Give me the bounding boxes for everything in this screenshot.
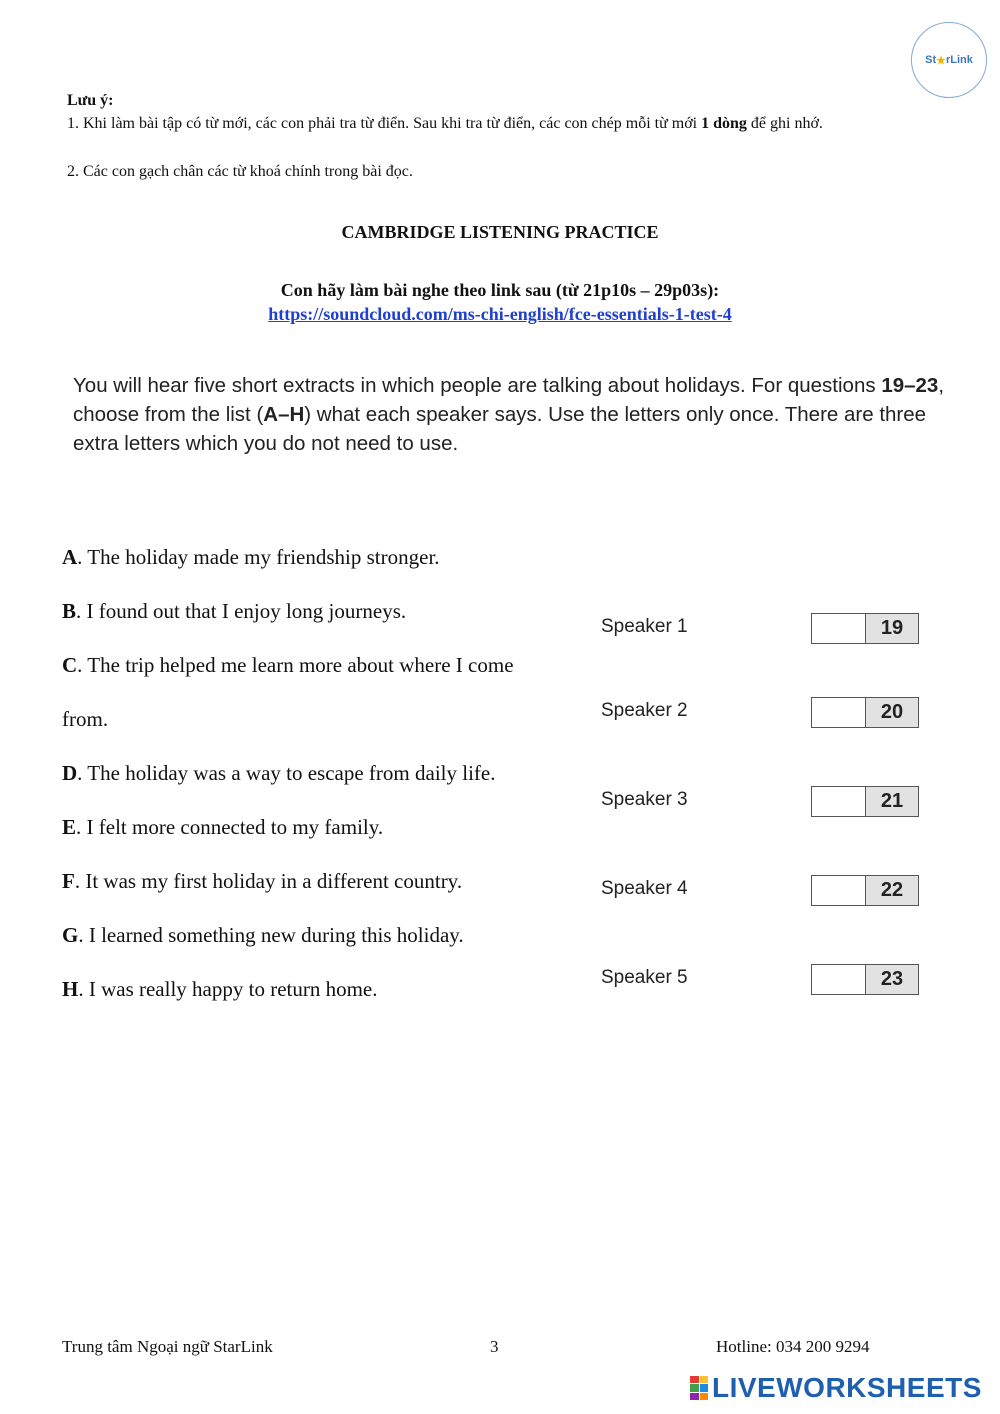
option-letter: A (62, 545, 78, 569)
listening-instruction: Con hãy làm bài nghe theo link sau (từ 21p10s – 29p03s): (280, 280, 720, 300)
speaker-1-label: Speaker 1 (601, 616, 688, 637)
note-line-1-bold: 1 dòng (701, 115, 747, 132)
speaker-2-label: Speaker 2 (601, 700, 688, 721)
option-item (62, 584, 542, 638)
question-range: 19–23 (881, 374, 939, 397)
question-number: 21 (866, 787, 918, 816)
answer-box-19 (811, 613, 919, 644)
option-item (62, 908, 542, 962)
note-line-1-end: để ghi nhớ. (746, 115, 823, 132)
option-item (62, 800, 542, 854)
starlink-logo (911, 22, 987, 98)
note-line-2: 2. Các con gạch chân các từ khoá chính trong bài đọc. (67, 163, 413, 180)
option-letter: H (62, 977, 79, 1001)
letter-range: A–H (263, 403, 305, 426)
speaker-3-label: Speaker 3 (601, 789, 688, 810)
option-item (62, 854, 542, 908)
task-instructions (73, 371, 953, 458)
question-number: 23 (866, 965, 918, 994)
note-line-1-text: 1. Khi làm bài tập có từ mới, các con phải tra từ điển. Sau khi tra từ điển, các con chép mỗi từ mới (67, 115, 702, 132)
answer-box-22 (811, 875, 919, 906)
option-letter: C (62, 653, 78, 677)
instructions-part-2: , choose from the list ( (73, 374, 945, 426)
option-letter: G (62, 923, 79, 947)
speaker-5-label: Speaker 5 (601, 967, 688, 988)
note-line-1 (67, 112, 887, 135)
instructions-part-1: You will hear five short extracts in which people are talking about holidays. For questions (73, 374, 882, 397)
answer-box-23 (811, 964, 919, 995)
star-icon: ★ (936, 54, 946, 67)
option-text: . The holiday made my friendship stronger. (77, 545, 440, 569)
footer-hotline: Hotline: 034 200 9294 (716, 1337, 870, 1356)
answer-input[interactable] (812, 614, 866, 643)
option-text: . I felt more connected to my family. (76, 815, 384, 839)
option-text: . The trip helped me learn more about where I come from. (62, 653, 514, 731)
logo-text-end: rLink (945, 54, 973, 66)
note-title: Lưu ý: (67, 92, 114, 109)
option-item (62, 530, 542, 584)
option-letter: E (62, 815, 77, 839)
option-text: . I learned something new during this holiday. (78, 923, 464, 947)
footer-center-name: Trung tâm Ngoại ngữ StarLink (62, 1337, 273, 1356)
question-number: 20 (866, 698, 918, 727)
liveworksheets-brand (690, 1372, 982, 1404)
option-text: . The holiday was a way to escape from daily life. (77, 761, 496, 785)
answer-box-20 (811, 697, 919, 728)
option-text: . I found out that I enjoy long journeys. (76, 599, 407, 623)
option-item (62, 962, 542, 1016)
section-title: CAMBRIDGE LISTENING PRACTICE (341, 222, 659, 242)
answer-box-21 (811, 786, 919, 817)
logo-text-start: St (925, 54, 937, 66)
liveworksheets-icon (690, 1376, 708, 1400)
option-item (62, 638, 542, 746)
option-letter: B (62, 599, 77, 623)
answer-input[interactable] (812, 965, 866, 994)
answer-input[interactable] (812, 787, 866, 816)
question-number: 19 (866, 614, 918, 643)
answer-input[interactable] (812, 698, 866, 727)
instructions-part-3: ) what each speaker says. Use the letters only once. There are three extra letters which you do not need to use. (73, 403, 927, 455)
answer-input[interactable] (812, 876, 866, 905)
speaker-4-label: Speaker 4 (601, 878, 688, 899)
option-text: . I was really happy to return home. (78, 977, 378, 1001)
soundcloud-link[interactable]: https://soundcloud.com/ms-chi-english/fce-essentials-1-test-4 (268, 304, 732, 324)
page-number: 3 (490, 1337, 499, 1356)
question-number: 22 (866, 876, 918, 905)
option-item (62, 746, 542, 800)
option-letter: F (62, 869, 75, 893)
liveworksheets-wordmark: LIVEWORKSHEETS (712, 1372, 982, 1403)
option-text: . It was my first holiday in a different country. (74, 869, 463, 893)
option-letter: D (62, 761, 78, 785)
option-list (62, 530, 542, 1016)
